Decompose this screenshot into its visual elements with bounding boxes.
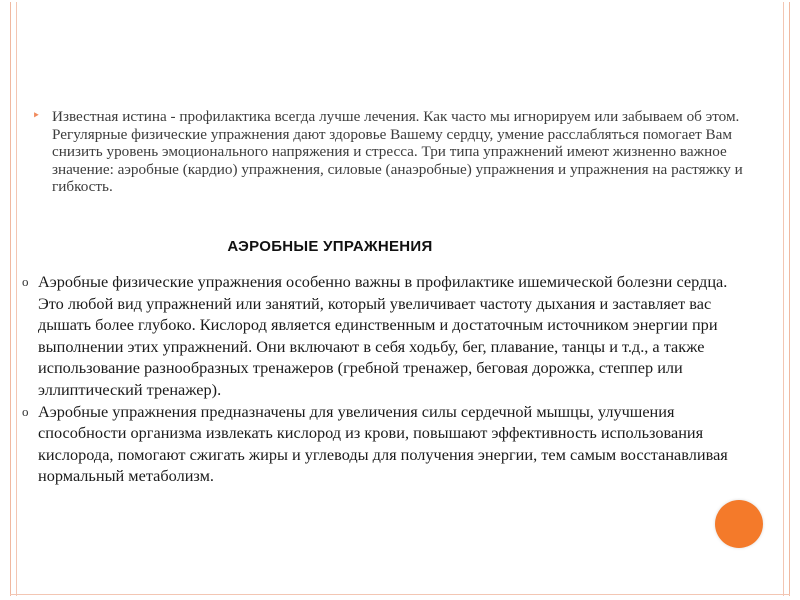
intro-text: Известная истина - профилактика всегда лучше лечения. Как часто мы игнорируем или забываем об этом. Регулярные физические упражнения дают здоровье Вашему сердцу, умение расслабляться помогает Вам снизить уровень эмоционального напряжения и стресса. Три типа упражнений имеют жизненно важное значение: аэробные (кардио) упражнения, силовые (анаэробные) упражнения и упражнения на растяжку и гибкость. xyxy=(52,108,743,195)
list-item xyxy=(22,271,752,401)
section-heading: АЭРОБНЫЕ УПРАЖНЕНИЯ xyxy=(227,238,433,255)
intro-bullet-icon: ‣ xyxy=(32,109,41,124)
intro-paragraph xyxy=(32,108,757,196)
orange-circle-decoration xyxy=(715,500,763,548)
bullet-list xyxy=(22,271,752,487)
circle-bullet-icon: o xyxy=(22,274,29,289)
list-item xyxy=(22,401,752,487)
list-item-text: Аэробные упражнения предназначены для увеличения силы сердечной мышцы, улучшения способности организма извлекать кислород из крови, повышают эффективность использования кислорода, помогают сжигать жиры и углеводы для получения энергии, тем самым восстанавливая нормальный метаболизм. xyxy=(38,401,728,486)
list-item-text: Аэробные физические упражнения особенно важны в профилактике ишемической болезни сердца. Это любой вид упражнений или занятий, который увеличивает частоту дыхания и заставляет вас дышать более глубоко. Кислород является единственным и достаточным источником энергии при выполнении этих упражнений. Они включают в себя ходьбу, бег, плавание, танцы и т.д., а также использование разнообразных тренажеров (гребной тренажер, беговая дорожка, степпер или эллиптический тренажер). xyxy=(38,272,728,399)
frame-bottom-line xyxy=(10,594,790,595)
circle-bullet-icon: o xyxy=(22,403,29,419)
